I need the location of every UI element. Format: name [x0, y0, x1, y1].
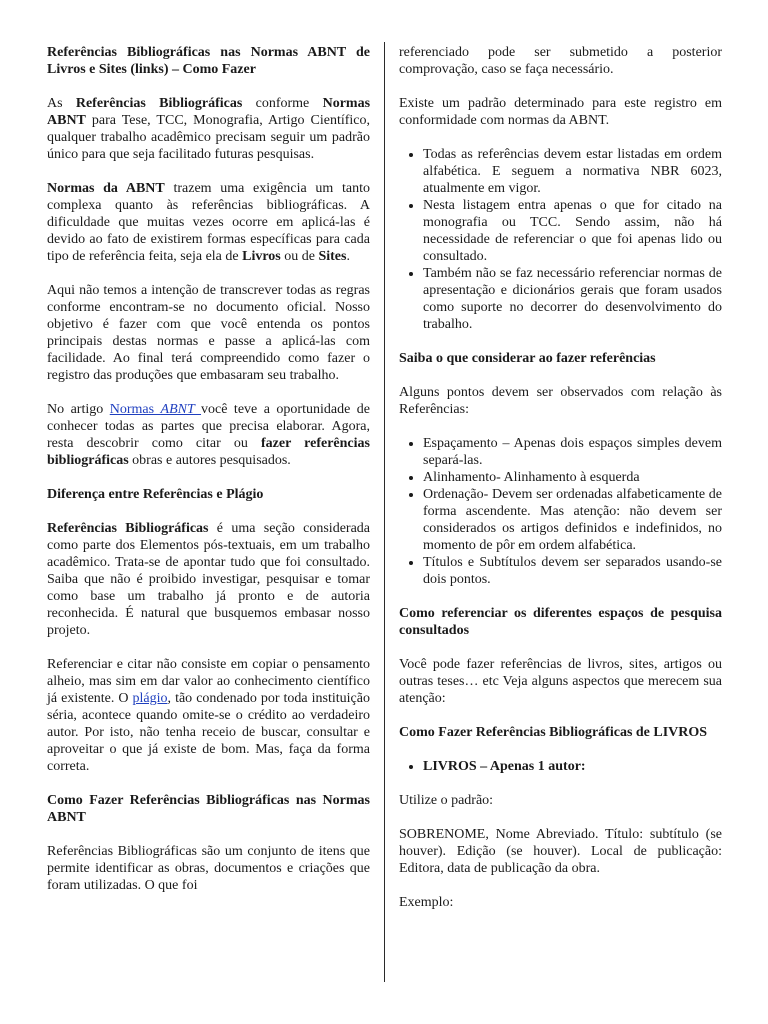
artigo-paragraph: No artigo Normas ABNT você teve a oportunidade de conhecer todas as partes que precisa elaborar. Agora, resta descobrir como citar ou fazer referências bibliográficas obras e autores pesquisados.: [47, 402, 370, 468]
list-item: • Espaçamento – Apenas dois espaços simples devem separá-las.: [423, 435, 722, 469]
referenciar-paragraph: Referenciar e citar não consiste em copiar o pensamento alheio, mas sim em dar valor ao conhecimento científico já existente. O plágio, tão condenado por toda instituição séria, acontece quando omite-se o crédito ao verdadeiro autor. Por isto, não tenha receio de buscar, consultar e aproveitar o que já existe de bom. Mas, faça da forma correta.: [47, 657, 370, 774]
normas-abnt-link[interactable]: Normas ABNT: [109, 402, 202, 417]
list-item: • LIVROS – Apenas 1 autor:: [423, 758, 722, 775]
list-item: • Também não se faz necessário referenciar normas de apresentação e dicionários gerais que foram usados como suporte no decorrer do desenvolvimento do trabalho.: [423, 265, 722, 333]
padrao-paragraph: Existe um padrão determinado para este registro em conformidade com normas da ABNT.: [399, 96, 722, 128]
list-item: • Alinhamento- Alinhamento à esquerda: [423, 469, 722, 486]
list-item: • Títulos e Subtítulos devem ser separados usando-se dois pontos.: [423, 554, 722, 588]
list-item: • Nesta listagem entra apenas o que for citado na monografia ou TCC. Sendo assim, não há necessidade de referenciar o que foi apenas lido ou consultado.: [423, 197, 722, 265]
points-list: [399, 435, 722, 588]
refbib-paragraph: Referências Bibliográficas é uma seção considerada como parte dos Elementos pós-textuais, em um trabalho acadêmico. Trata-se de apontar tudo que foi consultado. Saiba que não é proibido investigar, pesquisar e tomar como base um trabalho já pronto e de autoria reconhecida. É natural que busquemos embasar nosso projeto.: [47, 521, 371, 638]
left-column: [47, 44, 370, 894]
plagio-link[interactable]: plágio: [132, 691, 168, 706]
exemplo-paragraph: Exemplo:: [399, 895, 454, 910]
conjunto-paragraph: Referências Bibliográficas são um conjunto de itens que permite identificar as obras, documentos e criações que foram utilizadas. O que foi: [47, 844, 370, 893]
heading-diferenca: Diferença entre Referências e Plágio: [47, 487, 264, 502]
sobrenome-paragraph: SOBRENOME, Nome Abreviado. Título: subtítulo (se houver). Edição (se houver). Local de publicação: Editora, data de publicação da obra.: [399, 827, 722, 876]
livros-list: [399, 758, 722, 775]
normas-paragraph: Normas da ABNT trazem uma exigência um tanto complexa quanto às referências bibliográficas. A dificuldade que muitas vezes ocorre em aplicá-las é devido ao fato de existirem formas específicas para cada tipo de referência feita, seja ela de Livros ou de Sites.: [47, 181, 370, 264]
alguns-paragraph: Alguns pontos devem ser observados com relação às Referências:: [399, 385, 722, 417]
heading-livros: Como Fazer Referências Bibliográficas de LIVROS: [399, 725, 708, 740]
list-item: • Ordenação- Devem ser ordenadas alfabeticamente de forma ascendente. Mas atenção: não devem ser considerados os artigos definidos e indefinidos, no momento de pôr em ordem alfabética.: [423, 486, 722, 554]
voce-paragraph: Você pode fazer referências de livros, sites, artigos ou outras teses… etc Veja alguns aspectos que merecem sua atenção:: [399, 657, 722, 706]
heading-saiba: Saiba o que considerar ao fazer referências: [399, 351, 656, 366]
utilize-paragraph: Utilize o padrão:: [399, 793, 494, 808]
aqui-paragraph: Aqui não temos a intenção de transcrever todas as regras conforme encontram-se no documento oficial. Nosso objetivo é fazer com que você entenda os pontos principais destas normas e passe a aplicá-las com facilidade. Ao final terá compreendido como fazer o registro das produções que embasaram seu trabalho.: [47, 283, 370, 383]
list-item: • Todas as referências devem estar listadas em ordem alfabética. E seguem a normativa NBR 6023, atualmente em vigor.: [423, 146, 722, 197]
intro-paragraph: As Referências Bibliográficas conforme Normas ABNT para Tese, TCC, Monografia, Artigo Científico, qualquer trabalho acadêmico precisam seguir um padrão único para que seja facilitado futuras pesquisas.: [47, 96, 371, 162]
document-title: Referências Bibliográficas nas Normas ABNT de Livros e Sites (links) – Como Fazer: [47, 45, 370, 77]
continuation-paragraph: referenciado pode ser submetido a posterior comprovação, caso se faça necessário.: [399, 45, 722, 77]
heading-como-fazer: Como Fazer Referências Bibliográficas nas Normas ABNT: [47, 793, 370, 825]
rules-list: [399, 146, 722, 333]
column-divider: [384, 42, 385, 982]
right-column: [399, 44, 722, 928]
heading-como-referenciar: Como referenciar os diferentes espaços de pesquisa consultados: [399, 606, 722, 638]
